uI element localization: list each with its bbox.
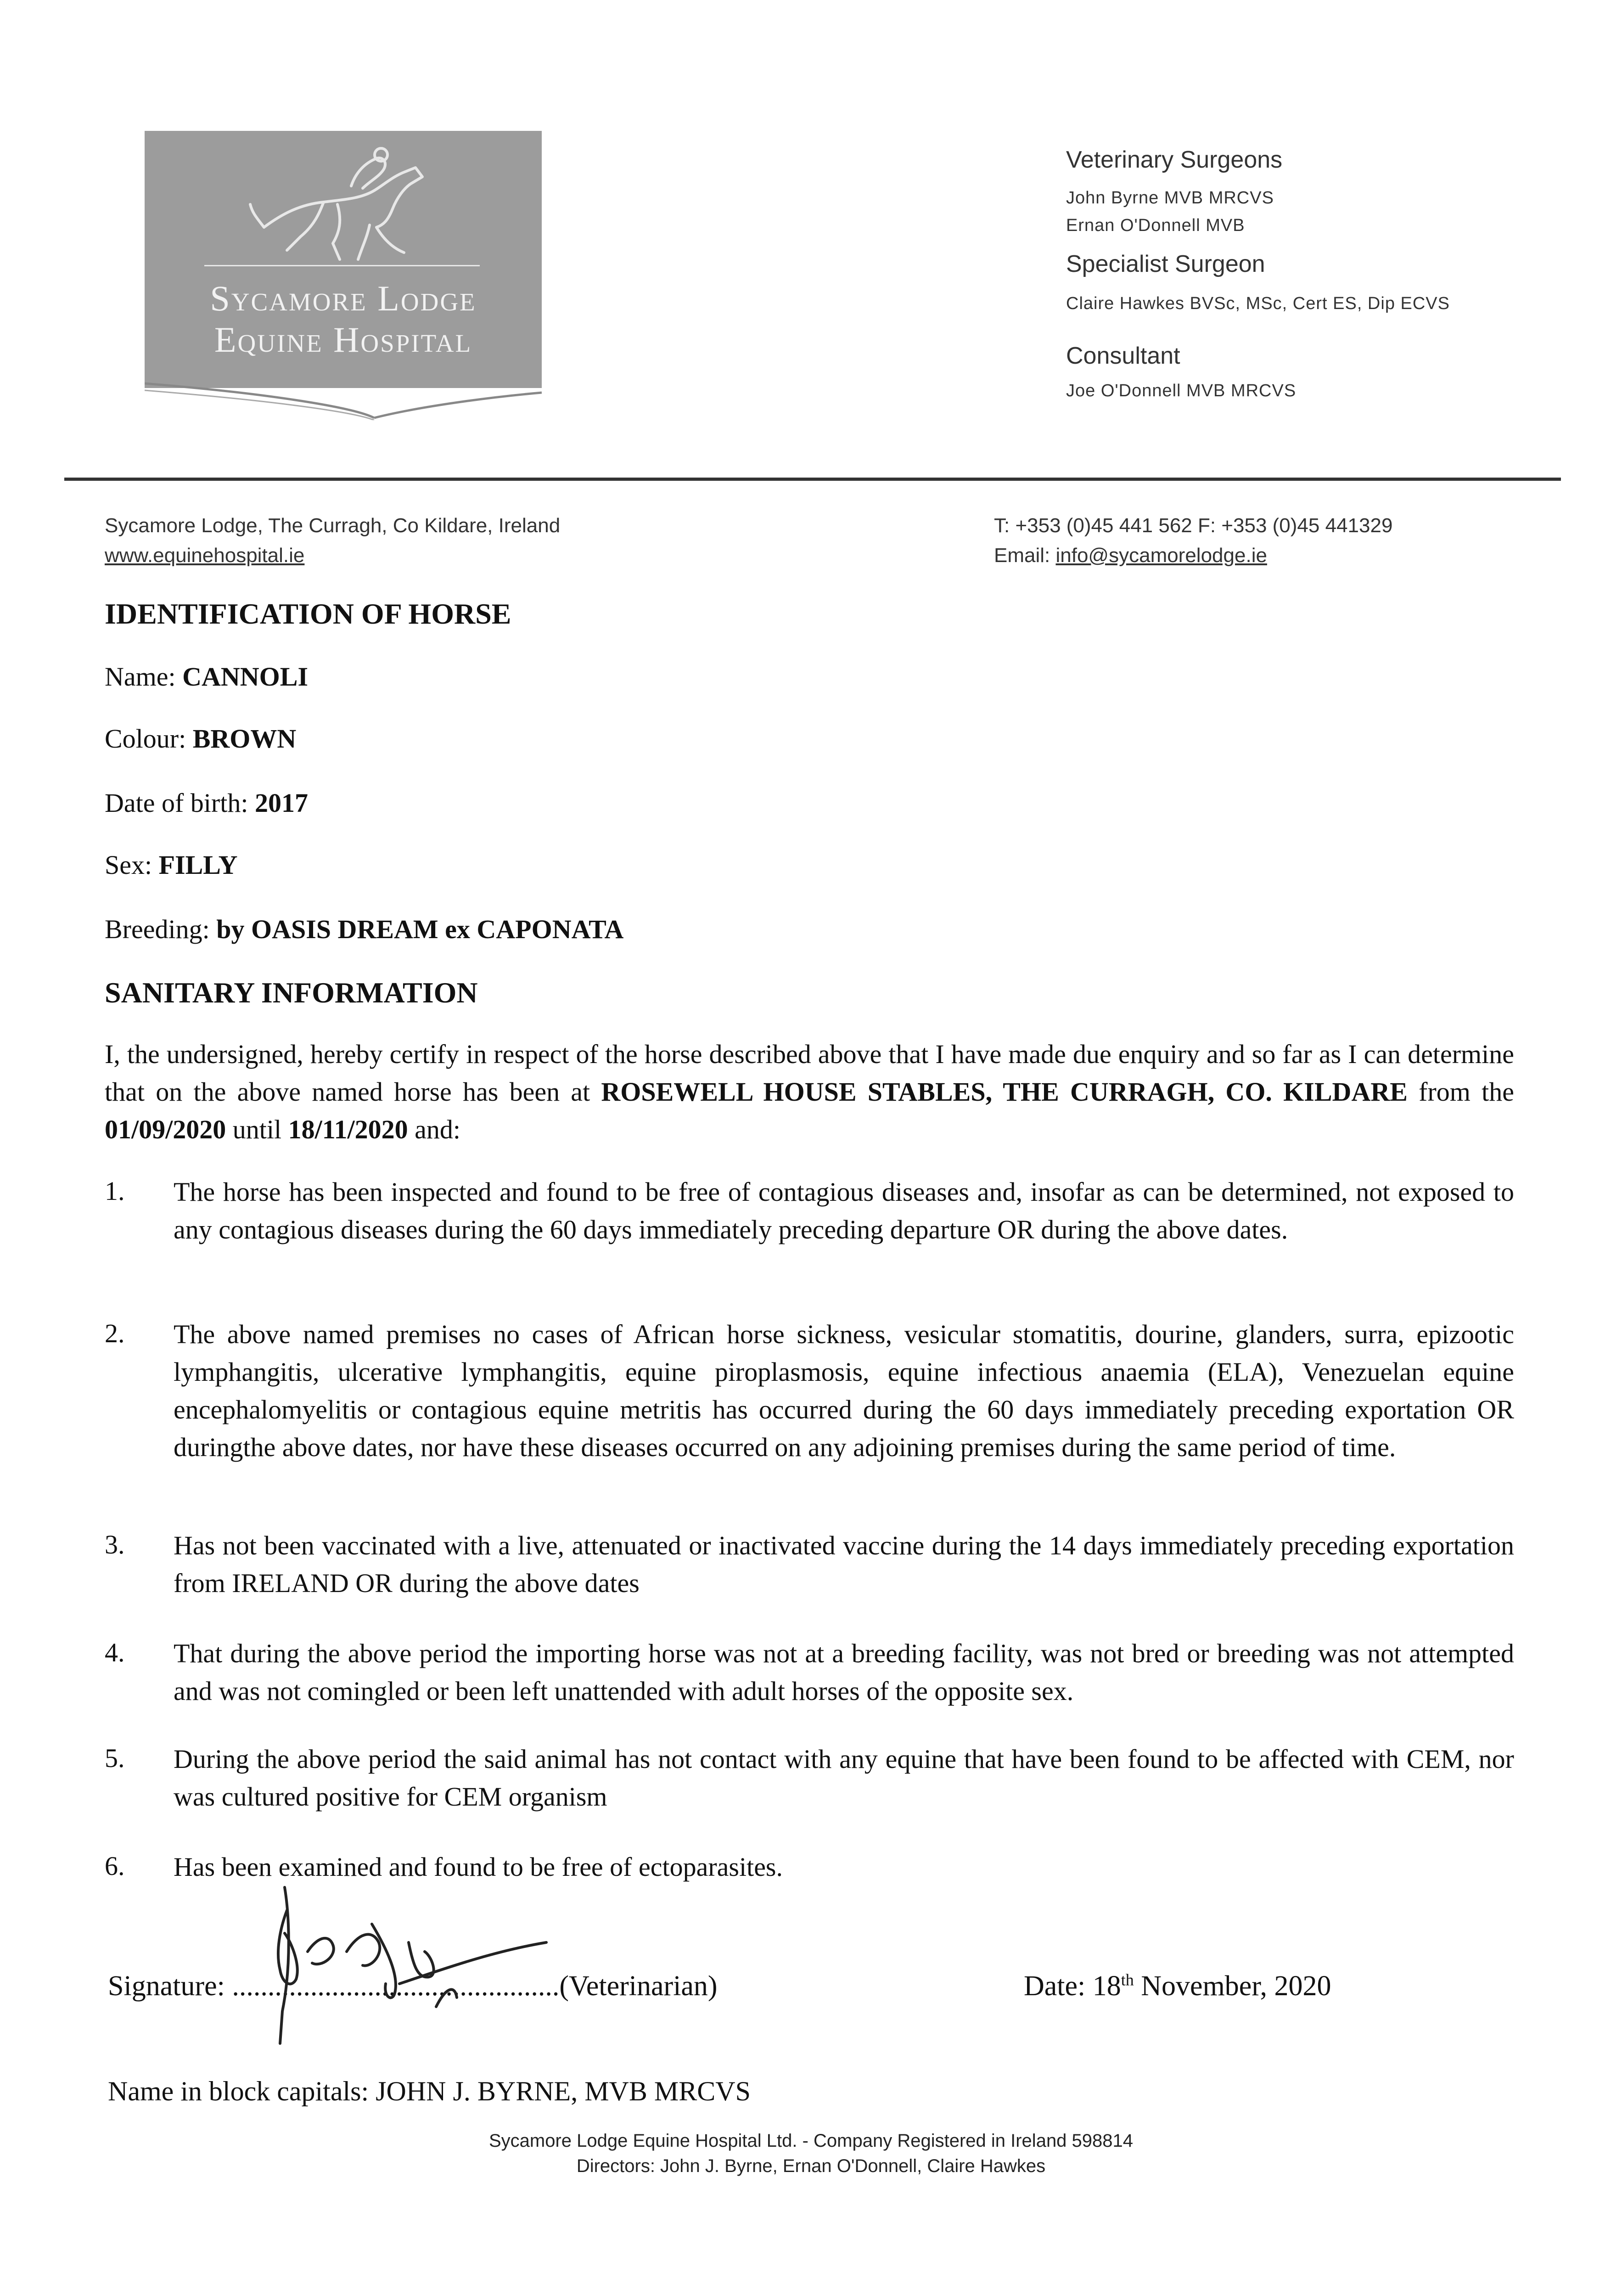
colour-value: BROWN [192,724,297,754]
item-2-text: The above named premises no cases of African horse sickness, vesicular stomatitis, dourine, glanders, surra, epizootic lymphangitis, ulcerative lymphangitis, equine piroplasmosis, equine infectious anaemia (ELA), Venezuelan equine encephalomyelitis or contagious equine metritis has occurred during the 60 days immediately preceding exportation OR duringthe above dates, nor have these diseases occurred on any adjoining premises during the same period of time. [174,1319,1514,1462]
item-1-number: 1. [105,1176,125,1206]
phone-fax: T: +353 (0)45 441 562 F: +353 (0)45 441329 [994,514,1393,537]
intro-text-3: until [226,1114,288,1144]
date-rest: November, 2020 [1134,1970,1331,2002]
item-3-number: 3. [105,1530,125,1559]
horse-name-row [105,661,308,692]
item-4-number: 4. [105,1638,125,1667]
logo-rule [204,265,480,266]
item-5-text: During the above period the said animal has not contact with any equine that have been found to be affected with CEM, nor was cultured positive for CEM organism [174,1744,1514,1812]
sex-value: FILLY [158,850,238,880]
breeding-label: Breeding: [105,914,217,944]
hospital-logo [145,131,542,420]
name-label: Name: [105,662,183,692]
intro-text-4: and: [408,1114,460,1144]
item-6-text: Has been examined and found to be free of ectoparasites. [174,1852,783,1882]
horse-name: CANNOLI [182,662,309,692]
date-to: 18/11/2020 [288,1114,408,1144]
intro-text-1: I, the undersigned, hereby certify in respect of the horse described above that I have made due enquiry and so far as I can determine that on the above named horse has been at [105,1039,1514,1107]
date-suffix: th [1121,1970,1134,1989]
signature-role: (Veterinarian) [559,1970,718,2002]
date-label: Date: 18 [1024,1970,1121,2002]
header-divider [64,478,1561,481]
racehorse-icon [246,145,438,269]
sex-label: Sex: [105,850,159,880]
intro-text-2: from the [1407,1077,1514,1107]
vet-ernan-odonnell: Ernan O'Donnell MVB [1066,216,1245,235]
specialist-heading: Specialist Surgeon [1066,251,1265,277]
item-2-number: 2. [105,1318,125,1348]
item-4-text: That during the above period the importing horse was not at a breeding facility, was not bred or breeding was not attempted and was not comingled or been left unattended with adult horses of the opposite sex. [174,1638,1514,1706]
website-link[interactable]: www.equinehospital.ie [105,544,305,567]
date-from: 01/09/2020 [105,1114,226,1144]
consultant-heading: Consultant [1066,343,1180,369]
identification-heading: IDENTIFICATION OF HORSE [105,597,511,630]
sex-row [105,850,238,880]
premises-name: ROSEWELL HOUSE STABLES, THE CURRAGH, CO. KILDARE [601,1077,1408,1107]
signature-dots: .............................................. [232,1970,560,2002]
block-capitals-label: Name in block capitals: [108,2076,376,2106]
dob-value: 2017 [254,788,308,818]
address: Sycamore Lodge, The Curragh, Co Kildare, Ireland [105,514,561,537]
block-capitals-name: JOHN J. BYRNE, MVB MRCVS [376,2076,751,2106]
email-link[interactable]: info@sycamorelodge.ie [1055,544,1267,567]
email-line [994,544,1267,567]
sanitary-heading: SANITARY INFORMATION [105,976,478,1009]
colour-row [105,723,296,754]
logo-swoosh [145,374,542,420]
specialist-claire-hawkes: Claire Hawkes BVSc, MSc, Cert ES, Dip ECVS [1066,294,1450,313]
footer-directors: Directors: John J. Byrne, Ernan O'Donnell, Claire Hawkes [576,2156,1046,2176]
item-5-number: 5. [105,1743,125,1773]
dob-row [105,788,308,818]
consultant-joe-odonnell: Joe O'Donnell MVB MRCVS [1066,381,1296,400]
footer-company: Sycamore Lodge Equine Hospital Ltd. - Company Registered in Ireland 598814 [488,2131,1134,2151]
vets-heading: Veterinary Surgeons [1066,146,1283,173]
colour-label: Colour: [105,724,193,754]
logo-line-1: Sycamore Lodge [210,278,477,318]
signature-label: Signature: [108,1970,232,2002]
logo-line-2: Equine Hospital [214,320,472,360]
breeding-row [105,914,623,945]
breeding-value: by OASIS DREAM ex CAPONATA [216,914,624,944]
handwritten-signature [248,1874,578,2048]
block-capitals-line [108,2076,751,2107]
dob-label: Date of birth: [105,788,255,818]
item-6-number: 6. [105,1851,125,1881]
email-label: Email: [994,544,1056,567]
vet-john-byrne: John Byrne MVB MRCVS [1066,188,1274,208]
item-3-text: Has not been vaccinated with a live, attenuated or inactivated vaccine during the 14 days immediately preceding exportation from IRELAND OR during the above dates [174,1531,1514,1598]
signature-date [1024,1970,1331,2003]
sanitary-intro [105,1035,1514,1148]
item-1-text: The horse has been inspected and found to be free of contagious diseases and, insofar as can be determined, not exposed to any contagious diseases during the 60 days immediately preceding departure OR during the above dates. [174,1177,1514,1244]
